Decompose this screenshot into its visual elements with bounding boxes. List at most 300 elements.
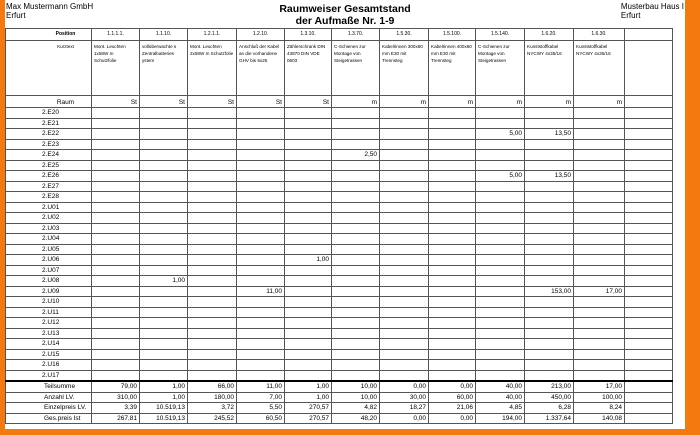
position-number: 1.5.100. (429, 29, 476, 41)
value-cell (429, 129, 476, 140)
value-cell (574, 118, 625, 129)
kurztext: Kunststoffkabel NYCWY 4x35/16 (574, 41, 625, 96)
value-cell (380, 150, 429, 161)
value-cell (574, 244, 625, 255)
value-cell (92, 234, 140, 245)
table-row (6, 370, 673, 381)
empty-cell (625, 139, 673, 150)
kurztext: Kabelrinnen 300x60 mm E30 mit Trennsteg (380, 41, 429, 96)
room-label: 2.U16 (6, 360, 92, 371)
value-cell (92, 255, 140, 266)
value-cell (140, 328, 188, 339)
room-label: 2.U13 (6, 328, 92, 339)
summary-value: 60,50 (237, 413, 285, 424)
value-cell (285, 318, 332, 329)
value-cell: 5,00 (476, 129, 525, 140)
value-cell (429, 139, 476, 150)
position-number: 1.5.140. (476, 29, 525, 41)
kurztext: C-Schienen zur Montage von Steigetrassen (332, 41, 380, 96)
table-row (6, 213, 673, 224)
value-cell (188, 223, 237, 234)
value-cell (380, 328, 429, 339)
value-cell (188, 255, 237, 266)
room-label: 2.E21 (6, 118, 92, 129)
value-cell (429, 328, 476, 339)
value-cell (476, 318, 525, 329)
value-cell (429, 307, 476, 318)
unit-label: St (140, 96, 188, 108)
value-cell (574, 150, 625, 161)
table-row (6, 244, 673, 255)
table-row (6, 297, 673, 308)
position-number: 1.3.70. (332, 29, 380, 41)
value-cell (332, 139, 380, 150)
value-cell (237, 255, 285, 266)
table-row (6, 328, 673, 339)
value-cell (332, 160, 380, 171)
value-cell (92, 244, 140, 255)
value-cell (525, 213, 574, 224)
value-cell (476, 223, 525, 234)
value-cell (237, 360, 285, 371)
value-cell (380, 171, 429, 182)
room-label: 2.U10 (6, 297, 92, 308)
value-cell (285, 370, 332, 381)
title-line-1: Raumweiser Gesamtstand (279, 3, 411, 15)
value-cell (574, 108, 625, 119)
value-cell (188, 160, 237, 171)
summary-value: 270,57 (285, 413, 332, 424)
kurztext: Anschluß der Kabel an die vorhandene GHV bis 5x25 (237, 41, 285, 96)
value-cell (574, 129, 625, 140)
value-cell (525, 349, 574, 360)
summary-value: 18,27 (380, 403, 429, 414)
value-cell (237, 234, 285, 245)
value-cell (429, 297, 476, 308)
value-cell (380, 118, 429, 129)
summary-value: 4,85 (476, 403, 525, 414)
empty-cell (625, 41, 673, 96)
value-cell (380, 286, 429, 297)
value-cell (237, 370, 285, 381)
value-cell: 2,50 (332, 150, 380, 161)
value-cell (140, 181, 188, 192)
empty-cell (625, 129, 673, 140)
value-cell: 5,00 (476, 171, 525, 182)
summary-value: 100,00 (574, 392, 625, 403)
value-cell: 153,00 (525, 286, 574, 297)
value-cell (429, 255, 476, 266)
room-label: 2.E26 (6, 171, 92, 182)
empty-cell (625, 286, 673, 297)
summary-value: 1,00 (140, 392, 188, 403)
value-cell (525, 360, 574, 371)
summary-value: 1,00 (285, 392, 332, 403)
value-cell (332, 244, 380, 255)
value-cell (380, 307, 429, 318)
value-cell (188, 328, 237, 339)
value-cell (332, 108, 380, 119)
summary-value: 40,00 (476, 381, 525, 392)
value-cell: 1,00 (140, 276, 188, 287)
unit-label: m (332, 96, 380, 108)
value-cell (476, 265, 525, 276)
value-cell (332, 370, 380, 381)
value-cell (188, 129, 237, 140)
table-row (6, 171, 673, 182)
summary-value: 66,00 (188, 381, 237, 392)
value-cell (237, 192, 285, 203)
empty-cell (625, 307, 673, 318)
value-cell (188, 276, 237, 287)
value-cell (92, 297, 140, 308)
value-cell (332, 339, 380, 350)
value-cell (285, 297, 332, 308)
value-cell (285, 286, 332, 297)
value-cell (380, 370, 429, 381)
value-cell (92, 202, 140, 213)
value-cell (237, 328, 285, 339)
value-cell (237, 265, 285, 276)
value-cell (285, 150, 332, 161)
client-name: Musterbau Haus I (620, 2, 684, 11)
table-row (6, 139, 673, 150)
value-cell (332, 286, 380, 297)
room-label: 2.U02 (6, 213, 92, 224)
value-cell (380, 202, 429, 213)
table-row (6, 192, 673, 203)
value-cell (140, 339, 188, 350)
value-cell (574, 181, 625, 192)
empty-cell (625, 192, 673, 203)
summary-value: 10,00 (332, 381, 380, 392)
value-cell (140, 297, 188, 308)
value-cell (332, 202, 380, 213)
value-cell (140, 318, 188, 329)
summary-value: 450,00 (525, 392, 574, 403)
value-cell (525, 202, 574, 213)
unit-label: m (574, 96, 625, 108)
summary-label: Anzahl LV. (6, 392, 92, 403)
value-cell (92, 223, 140, 234)
value-cell (525, 234, 574, 245)
empty-cell (625, 244, 673, 255)
value-cell (92, 118, 140, 129)
value-cell (476, 297, 525, 308)
summary-value: 0,00 (429, 413, 476, 424)
table-row (6, 181, 673, 192)
value-cell (429, 213, 476, 224)
summary-value: 48,20 (332, 413, 380, 424)
empty-cell (625, 328, 673, 339)
summary-value: 8,24 (574, 403, 625, 414)
raum-label: Raum (6, 96, 92, 108)
empty-cell (625, 118, 673, 129)
value-cell (476, 181, 525, 192)
value-cell (188, 286, 237, 297)
room-label: 2.U11 (6, 307, 92, 318)
summary-row (6, 403, 673, 414)
table-row (6, 339, 673, 350)
value-cell (574, 307, 625, 318)
value-cell (476, 360, 525, 371)
value-cell (476, 255, 525, 266)
value-cell (285, 118, 332, 129)
room-label: 2.E22 (6, 129, 92, 140)
value-cell (429, 318, 476, 329)
value-cell (380, 223, 429, 234)
value-cell (476, 349, 525, 360)
empty-cell (625, 234, 673, 245)
position-row (6, 29, 673, 41)
room-label: 2.U08 (6, 276, 92, 287)
value-cell (92, 150, 140, 161)
value-cell (574, 360, 625, 371)
unit-row (6, 96, 673, 108)
value-cell (476, 234, 525, 245)
value-cell (332, 349, 380, 360)
value-cell (140, 160, 188, 171)
value-cell (525, 139, 574, 150)
value-cell (237, 118, 285, 129)
value-cell (188, 318, 237, 329)
value-cell (574, 370, 625, 381)
value-cell (574, 192, 625, 203)
room-label: 2.E28 (6, 192, 92, 203)
value-cell (429, 160, 476, 171)
summary-value: 3,72 (188, 403, 237, 414)
value-cell (476, 276, 525, 287)
summary-value: 140,08 (574, 413, 625, 424)
empty-cell (625, 339, 673, 350)
value-cell (92, 339, 140, 350)
kurztext: Kunststoffkabel NYCWY 4x35/16 (525, 41, 574, 96)
value-cell (574, 202, 625, 213)
empty-cell (625, 108, 673, 119)
value-cell (285, 171, 332, 182)
value-cell (525, 181, 574, 192)
room-label: 2.U04 (6, 234, 92, 245)
value-cell (140, 108, 188, 119)
value-cell (188, 139, 237, 150)
value-cell (237, 139, 285, 150)
value-cell (92, 139, 140, 150)
value-cell (525, 328, 574, 339)
value-cell (525, 370, 574, 381)
value-cell (380, 349, 429, 360)
value-cell (237, 223, 285, 234)
value-cell (188, 349, 237, 360)
spreadsheet (5, 0, 685, 429)
value-cell (332, 297, 380, 308)
value-cell (92, 129, 140, 140)
position-number: 1.2.1.1. (188, 29, 237, 41)
value-cell (574, 139, 625, 150)
summary-value: 17,00 (574, 381, 625, 392)
table-row (6, 318, 673, 329)
table-row (6, 234, 673, 245)
empty-cell (625, 202, 673, 213)
value-cell (429, 108, 476, 119)
empty-cell (625, 29, 673, 41)
value-cell (525, 339, 574, 350)
value-cell (285, 234, 332, 245)
unit-label: m (476, 96, 525, 108)
value-cell (285, 181, 332, 192)
summary-row (6, 413, 673, 424)
summary-value: 11,00 (237, 381, 285, 392)
summary-value: 60,00 (429, 392, 476, 403)
unit-label: St (188, 96, 237, 108)
value-cell: 13,50 (525, 171, 574, 182)
value-cell (380, 244, 429, 255)
value-cell (476, 202, 525, 213)
value-cell (92, 349, 140, 360)
empty-cell (625, 360, 673, 371)
value-cell (92, 276, 140, 287)
position-number: 1.5.30. (380, 29, 429, 41)
value-cell (332, 223, 380, 234)
value-cell (140, 223, 188, 234)
summary-value: 40,00 (476, 392, 525, 403)
table-row (6, 265, 673, 276)
value-cell (92, 360, 140, 371)
value-cell (188, 265, 237, 276)
summary-value: 7,00 (237, 392, 285, 403)
value-cell (332, 265, 380, 276)
unit-label: St (237, 96, 285, 108)
value-cell (525, 160, 574, 171)
value-cell (525, 108, 574, 119)
kurztext: Zählerschrank DIN 43870 DIN VDE 0603 (285, 41, 332, 96)
summary-label: Einzelpreis LV. (6, 403, 92, 414)
value-cell (476, 160, 525, 171)
value-cell (380, 129, 429, 140)
value-cell (525, 265, 574, 276)
value-cell (525, 318, 574, 329)
empty-cell (625, 413, 673, 424)
summary-value: 79,00 (92, 381, 140, 392)
value-cell (188, 108, 237, 119)
table-row (6, 360, 673, 371)
value-cell (140, 255, 188, 266)
value-cell (285, 160, 332, 171)
value-cell (140, 118, 188, 129)
value-cell (188, 150, 237, 161)
value-cell (429, 171, 476, 182)
value-cell (429, 118, 476, 129)
value-cell (237, 171, 285, 182)
table-row (6, 307, 673, 318)
empty-cell (625, 181, 673, 192)
value-cell (92, 318, 140, 329)
value-cell (380, 234, 429, 245)
summary-value: 10,00 (332, 392, 380, 403)
summary-value: 0,00 (429, 381, 476, 392)
value-cell (140, 213, 188, 224)
table-row (6, 349, 673, 360)
value-cell (237, 297, 285, 308)
value-cell (380, 339, 429, 350)
empty-cell (625, 349, 673, 360)
room-label: 2.U12 (6, 318, 92, 329)
value-cell (525, 223, 574, 234)
value-cell (332, 276, 380, 287)
value-cell (140, 150, 188, 161)
room-label: 2.E23 (6, 139, 92, 150)
value-cell (285, 349, 332, 360)
value-cell (188, 213, 237, 224)
summary-value: 310,00 (92, 392, 140, 403)
value-cell (429, 202, 476, 213)
value-cell (429, 286, 476, 297)
empty-cell (625, 150, 673, 161)
value-cell (574, 265, 625, 276)
summary-value: 6,28 (525, 403, 574, 414)
kurztext: C-Schienen zur Montage von Steigetrassen (476, 41, 525, 96)
value-cell (476, 139, 525, 150)
table-row (6, 276, 673, 287)
value-cell (380, 139, 429, 150)
value-cell (574, 160, 625, 171)
value-cell (476, 192, 525, 203)
kurztext-row (6, 41, 673, 96)
value-cell (380, 108, 429, 119)
value-cell (92, 286, 140, 297)
value-cell (380, 360, 429, 371)
empty-cell (625, 265, 673, 276)
value-cell (140, 370, 188, 381)
value-cell (92, 108, 140, 119)
company-city: Erfurt (6, 11, 26, 20)
table-row (6, 108, 673, 119)
value-cell (285, 307, 332, 318)
value-cell (574, 223, 625, 234)
value-cell: 1,00 (285, 255, 332, 266)
value-cell (574, 349, 625, 360)
empty-cell (625, 318, 673, 329)
value-cell: 17,00 (574, 286, 625, 297)
value-cell (237, 318, 285, 329)
value-cell (140, 307, 188, 318)
value-cell (140, 265, 188, 276)
summary-value: 213,00 (525, 381, 574, 392)
value-cell (429, 276, 476, 287)
summary-row (6, 381, 673, 392)
value-cell (429, 150, 476, 161)
position-number: 1.1.1.1. (92, 29, 140, 41)
table-row (6, 255, 673, 266)
value-cell (476, 307, 525, 318)
value-cell (188, 234, 237, 245)
value-cell (429, 192, 476, 203)
value-cell (476, 244, 525, 255)
value-cell (380, 276, 429, 287)
summary-value: 270,57 (285, 403, 332, 414)
room-label: 2.U05 (6, 244, 92, 255)
table-row (6, 118, 673, 129)
summary-value: 267,81 (92, 413, 140, 424)
value-cell (140, 234, 188, 245)
value-cell (237, 108, 285, 119)
value-cell (429, 370, 476, 381)
value-cell (525, 297, 574, 308)
empty-cell (625, 223, 673, 234)
value-cell (476, 370, 525, 381)
kurztext: vollüberwachte s Zentralbatteries ystem (140, 41, 188, 96)
value-cell (429, 349, 476, 360)
value-cell (285, 244, 332, 255)
